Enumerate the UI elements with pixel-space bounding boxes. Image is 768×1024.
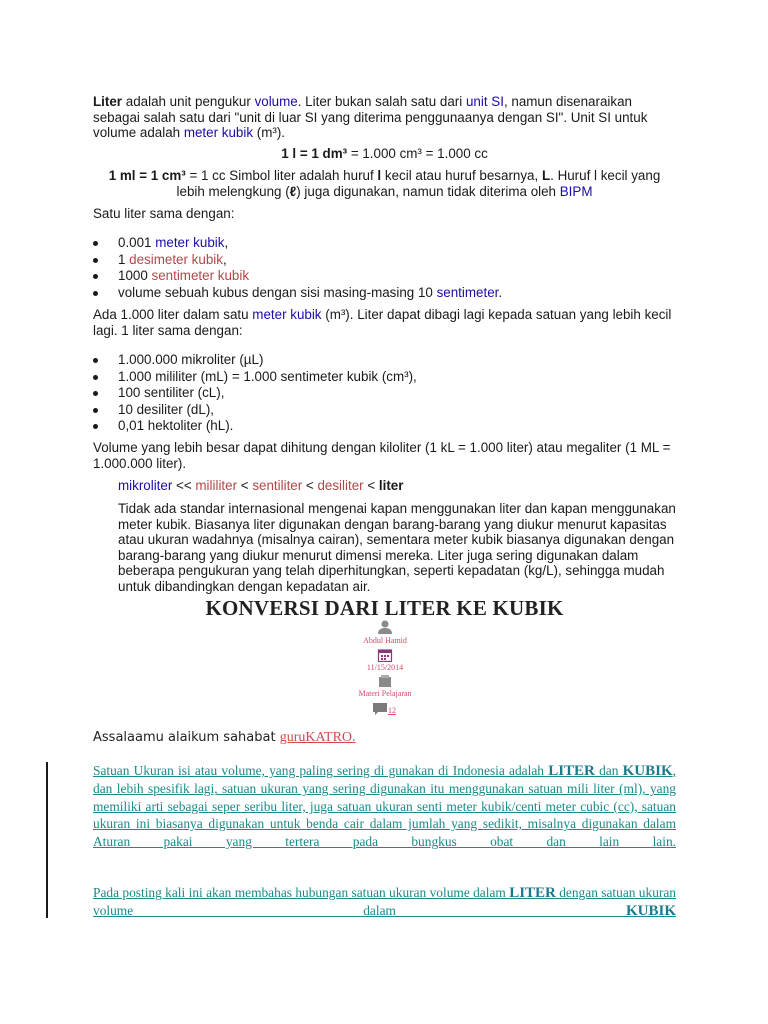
text: 1.000 mililiter (mL) = 1.000 sentimeter kubik (cm³), bbox=[118, 368, 417, 384]
list-item bbox=[93, 352, 676, 369]
text: 0.001 bbox=[118, 235, 156, 250]
text: adalah unit pengukur bbox=[122, 94, 255, 109]
text: < bbox=[237, 478, 253, 493]
text: , bbox=[224, 235, 229, 250]
user-icon bbox=[377, 620, 393, 634]
greeting bbox=[93, 730, 676, 746]
link-sentiliter[interactable]: sentiliter bbox=[252, 478, 303, 493]
comment-icon bbox=[372, 702, 388, 716]
text: Pada posting kali ini akan membahas hubungan satuan ukuran volume dalam bbox=[93, 885, 510, 900]
text: (m³). bbox=[253, 125, 286, 140]
bold-script-l: ℓ bbox=[289, 183, 297, 199]
link-desimeter-kubik[interactable]: desimeter kubik bbox=[129, 251, 223, 267]
text: , namun disenaraikan sebagai salah satu dari "unit di luar SI yang diterima penggunaanya dengan SI". Unit SI untuk volume adalah bbox=[93, 94, 648, 140]
bold-l: l bbox=[377, 168, 382, 183]
text: 1.000.000 mikroliter (µL) bbox=[118, 352, 264, 367]
link-desiliter[interactable]: desiliter bbox=[317, 478, 364, 493]
bold-liter: LITER bbox=[509, 885, 556, 901]
text: < bbox=[363, 478, 379, 493]
list-equivalents bbox=[93, 235, 676, 301]
link-meter-kubik[interactable]: meter kubik bbox=[155, 235, 225, 250]
equation-rest: = 1.000 cm³ = 1.000 cc bbox=[347, 146, 488, 161]
link-sentimeter-kubik[interactable]: sentimeter kubik bbox=[151, 268, 250, 283]
text: dan bbox=[594, 763, 623, 778]
text: 1000 bbox=[118, 268, 152, 283]
text: 1 bbox=[118, 251, 130, 267]
text: 100 sentiliter (cL), bbox=[118, 385, 225, 400]
text: Satuan Ukuran isi atau volume, yang paling sering di gunakan di Indonesia adalah bbox=[93, 763, 549, 778]
text: , bbox=[222, 251, 227, 267]
bullet-icon bbox=[93, 258, 98, 263]
bullet-icon bbox=[93, 241, 98, 246]
equation-liter bbox=[93, 146, 676, 162]
bold-liter: LITER bbox=[548, 763, 595, 779]
bullet-icon bbox=[93, 424, 98, 429]
list-item bbox=[93, 235, 676, 252]
text: . Liter bukan salah satu dari bbox=[297, 94, 466, 109]
link-bipm[interactable]: BIPM bbox=[559, 183, 593, 199]
text: << bbox=[172, 478, 196, 493]
blue-paragraph-posting[interactable] bbox=[93, 884, 676, 921]
list-item bbox=[93, 402, 676, 419]
calendar-icon bbox=[377, 648, 393, 662]
link-volume[interactable]: volume bbox=[254, 94, 298, 109]
bullet-icon bbox=[93, 274, 98, 279]
post-date: 11/15/2014 bbox=[366, 663, 404, 672]
link-gurukatro[interactable]: guruKATRO. bbox=[279, 730, 356, 745]
paragraph-standar: Tidak ada standar internasional mengenai kapan menggunakan liter dan kapan menggunakan meter kubik. Biasanya liter digunakan dengan barang-barang yang diukur menurut kapasitas atau ukuran wadahnya (misalnya cairan), sementara meter kubik biasanya digunakan dengan barang-barang yang diukur menurut dimensi mereka. Liter juga sering digunakan dalam beberapa pengukuran yang telah diperhitungkan, seperti kepadatan (kg/L), sehingga mudah untuk dibandingkan dengan kepadatan air. bbox=[118, 501, 676, 594]
text: 0,01 hektoliter (hL). bbox=[118, 418, 234, 433]
bold-L: L bbox=[541, 168, 551, 183]
link-meter-kubik[interactable]: meter kubik bbox=[252, 307, 322, 322]
list-item bbox=[93, 268, 676, 285]
text: , dan lebih spesifik lagi, satuan ukuran yang sering digunakan itu menggunakan satuan mili liter (ml), yang memiliki arti sebagai seper seribu liter, juga satuan ukuran senti meter kubik/centi meter cubic (cc), satuan ukuran ini biasanya digunakan untuk benda cair dalam jumlah yang sedikit, misalnya digunakan dalam Aturan pakai yang tertera pada bungkus obat dan lain lain. bbox=[93, 763, 676, 849]
text: = 1 cc Simbol liter adalah huruf bbox=[185, 168, 378, 183]
intro-paragraph bbox=[93, 94, 676, 141]
text: < bbox=[302, 478, 318, 493]
link-meter-kubik[interactable]: meter kubik bbox=[183, 125, 254, 140]
text: (m³). Liter dapat dibagi lagi kepada satuan yang lebih kecil lagi. 1 liter sama dengan: bbox=[93, 307, 672, 338]
text: kecil atau huruf besarnya, bbox=[381, 168, 542, 183]
author-name[interactable]: Abdul Hamid bbox=[363, 636, 407, 645]
bold-kubik: KUBIK bbox=[622, 763, 673, 779]
list-item bbox=[93, 418, 676, 435]
list1-intro: Satu liter sama dengan: bbox=[93, 206, 235, 221]
blue-paragraph-satuan[interactable] bbox=[93, 762, 676, 850]
equation-ml bbox=[93, 168, 676, 199]
text: Assalaamu alaikum sahabat bbox=[93, 730, 280, 745]
term-liter: Liter bbox=[93, 94, 123, 109]
text: dengan satuan ukuran volume dalam bbox=[93, 885, 676, 919]
unit-chain bbox=[118, 478, 676, 494]
list-item bbox=[93, 369, 676, 386]
bullet-icon bbox=[93, 391, 98, 396]
list-item bbox=[93, 252, 676, 269]
bullet-icon bbox=[93, 375, 98, 380]
link-mililiter[interactable]: mililiter bbox=[195, 478, 238, 493]
post-category[interactable]: Materi Pelajaran bbox=[358, 689, 412, 698]
article-title: KONVERSI DARI LITER KE KUBIK bbox=[205, 596, 564, 620]
paragraph-ada bbox=[93, 307, 676, 338]
link-sentimeter[interactable]: sentimeter bbox=[436, 284, 499, 300]
bullet-icon bbox=[93, 408, 98, 413]
text: ) juga digunakan, namun tidak diterima oleh bbox=[296, 183, 560, 199]
text: . Huruf l kecil yang lebih melengkung ( bbox=[176, 168, 661, 199]
quote-bar bbox=[46, 762, 48, 918]
text: . bbox=[498, 284, 503, 300]
folder-icon bbox=[377, 674, 393, 688]
list-item bbox=[93, 385, 676, 402]
list-item bbox=[93, 285, 676, 302]
equation-bold: 1 l = 1 dm³ bbox=[281, 146, 348, 161]
link-mikroliter[interactable]: mikroliter bbox=[118, 478, 173, 493]
text: 10 desiliter (dL), bbox=[118, 401, 215, 417]
bullet-icon bbox=[93, 291, 98, 296]
comment-count[interactable]: 12 bbox=[388, 706, 396, 715]
bullet-icon bbox=[93, 358, 98, 363]
text: volume sebuah kubus dengan sisi masing-masing 10 bbox=[118, 284, 437, 300]
term-liter: liter bbox=[378, 478, 404, 493]
text: Ada 1.000 liter dalam satu bbox=[93, 307, 253, 322]
paragraph-volume-besar: Volume yang lebih besar dapat dihitung dengan kiloliter (1 kL = 1.000 liter) atau megaliter (1 ML = 1.000.000 liter). bbox=[93, 440, 671, 471]
list-subunits bbox=[93, 352, 676, 435]
bold-kubik: KUBIK bbox=[625, 903, 676, 920]
link-unit-si[interactable]: unit SI bbox=[465, 94, 504, 109]
equation-bold: 1 ml = 1 cm³ bbox=[108, 168, 186, 183]
